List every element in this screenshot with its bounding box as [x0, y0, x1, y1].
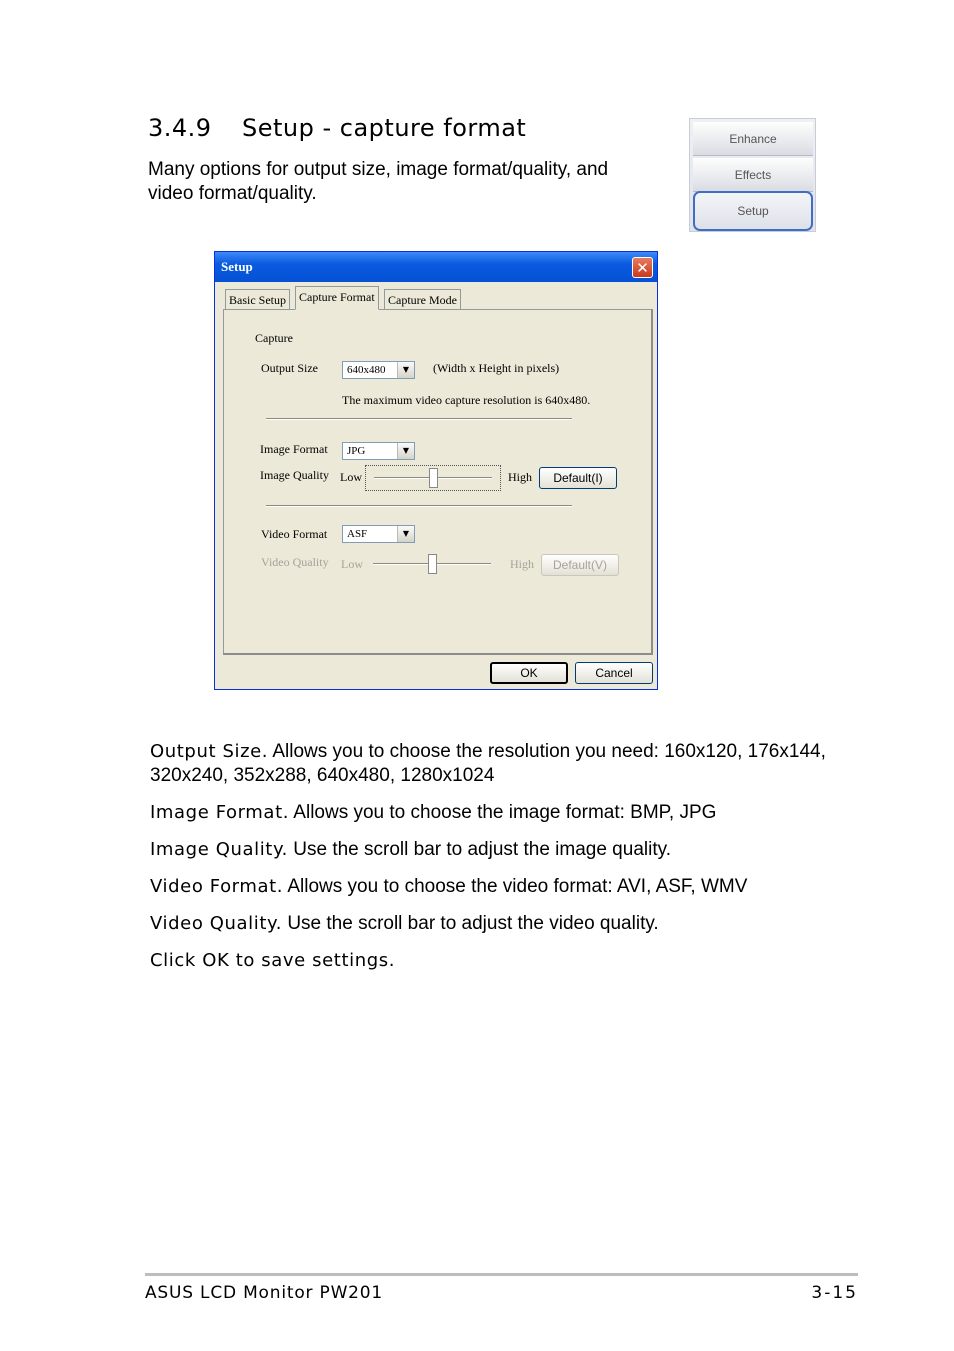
- output-size-note: The maximum video capture resolution is 640x480.: [342, 393, 591, 407]
- desc-video-quality: [150, 912, 830, 936]
- image-quality-low-label: Low: [340, 470, 362, 484]
- desc-text: Allows you to choose the video format: AVI, ASF, WMV: [287, 876, 748, 897]
- desc-term: Image Format.: [150, 802, 290, 823]
- chevron-down-icon[interactable]: ▼: [397, 443, 414, 459]
- desc-click-ok: [150, 949, 830, 973]
- video-format-select[interactable]: [342, 525, 415, 543]
- output-size-value: 640x480: [347, 364, 386, 376]
- video-format-label: Video Format: [261, 527, 328, 541]
- separator: [266, 505, 572, 507]
- capture-group-label: Capture: [255, 331, 293, 345]
- desc-video-format: [150, 875, 830, 899]
- video-quality-thumb[interactable]: [428, 554, 437, 574]
- desc-text: Allows you to choose the resolution you need: 160x120, 176x144, 320x240, 352x288, 640x480, 1280x1024: [150, 741, 826, 786]
- desc-text: Allows you to choose the image format: BMP, JPG: [293, 802, 717, 823]
- menu-effects-button[interactable]: Effects: [693, 158, 813, 192]
- footer-rule: [145, 1273, 858, 1276]
- chevron-down-icon[interactable]: ▼: [397, 362, 414, 378]
- desc-term: Click OK to save settings.: [150, 950, 396, 971]
- chevron-down-icon[interactable]: ▼: [397, 526, 414, 542]
- desc-term: Image Quality.: [150, 839, 288, 860]
- menu-enhance-button[interactable]: Enhance: [693, 122, 813, 156]
- desc-term: Video Format.: [150, 876, 284, 897]
- dialog-title: Setup: [221, 259, 253, 274]
- image-quality-high-label: High: [508, 470, 532, 484]
- cancel-button[interactable]: Cancel: [575, 662, 653, 684]
- video-quality-label: Video Quality: [261, 555, 329, 569]
- section-heading: [148, 114, 526, 142]
- footer-page-number: 3-15: [811, 1283, 858, 1303]
- desc-image-format: [150, 801, 830, 825]
- image-quality-label: Image Quality: [260, 468, 329, 482]
- image-format-select[interactable]: [342, 442, 415, 460]
- output-size-label: Output Size: [261, 361, 318, 375]
- video-quality-high-label: High: [510, 557, 534, 571]
- video-quality-slider[interactable]: [365, 552, 499, 576]
- desc-image-quality: [150, 838, 830, 862]
- image-quality-slider[interactable]: [365, 465, 501, 491]
- video-default-button[interactable]: Default(V): [541, 554, 619, 576]
- desc-term: Output Size.: [150, 741, 269, 762]
- section-number: 3.4.9: [148, 114, 212, 142]
- tab-capture-mode[interactable]: Capture Mode: [384, 289, 461, 309]
- image-format-label: Image Format: [260, 442, 328, 456]
- close-icon[interactable]: ✕: [632, 257, 653, 278]
- desc-output-size: [150, 740, 830, 788]
- section-intro: Many options for output size, image format/quality, and video format/quality.: [148, 159, 609, 204]
- image-default-button[interactable]: Default(I): [539, 467, 617, 489]
- side-menu: [689, 118, 816, 232]
- separator: [266, 418, 572, 420]
- ok-button[interactable]: OK: [490, 662, 568, 684]
- tab-capture-format[interactable]: Capture Format: [295, 286, 379, 310]
- output-size-select[interactable]: [342, 361, 415, 379]
- desc-text: Use the scroll bar to adjust the image quality.: [293, 839, 671, 860]
- desc-term: Video Quality.: [150, 913, 283, 934]
- image-format-value: JPG: [347, 445, 366, 457]
- video-format-value: ASF: [347, 528, 368, 540]
- menu-setup-button[interactable]: Setup: [693, 191, 813, 231]
- tab-basic-setup[interactable]: Basic Setup: [225, 289, 290, 309]
- desc-text: Use the scroll bar to adjust the video quality.: [287, 913, 659, 934]
- footer-manual-title: ASUS LCD Monitor PW201: [145, 1283, 384, 1303]
- section-title: Setup - capture format: [242, 114, 527, 142]
- dialog-titlebar: [215, 252, 657, 282]
- image-quality-thumb[interactable]: [429, 468, 438, 488]
- video-quality-low-label: Low: [341, 557, 363, 571]
- output-size-hint: (Width x Height in pixels): [433, 361, 560, 375]
- setup-dialog: [214, 251, 658, 690]
